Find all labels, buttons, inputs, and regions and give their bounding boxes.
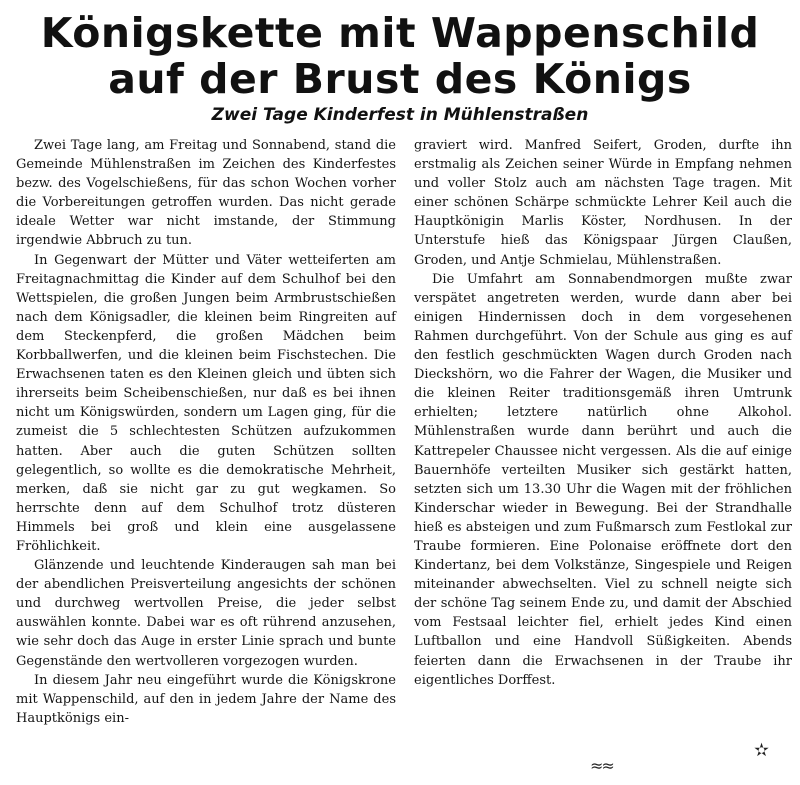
headline	[0, 10, 800, 102]
left-column	[16, 136, 396, 728]
headline-line-1: Königskette mit Wappenschild	[40, 9, 760, 57]
paragraph: Zwei Tage lang, am Freitag und Sonnabend, stand die Gemeinde Mühlenstraßen im Zeichen des Kinderfestes bezw. des Vogelschießens, für das schon Wochen vorher die Vorbereitungen getroffen wurden. Das nicht gerade ideale Wetter war nicht imstande, der Stimmung irgendwie Abbruch zu tun.	[16, 138, 396, 249]
star-icon: ✫	[754, 740, 770, 761]
paragraph: In Gegenwart der Mütter und Väter wetteiferten am Freitagnachmittag die Kinder auf dem Schulhof bei den Wettspielen, die großen Jungen beim Armbrustschießen nach dem Königsadler, die kleinen beim Ringreiten auf dem Steckenpferd, die großen Mädchen beim Korbballwerfen, und die kleinen beim Fischstechen. Die Erwachsenen taten es den Kleinen gleich und übten sich ihrerseits beim Scheibenschießen, nur daß es bei ihnen nicht um Königswürden, sondern um Lagen ging, für die zumeist die 5 schlechtesten Schützen aufzukommen hatten. Aber auch die guten Schützen sollten gelegentlich, so wollte es die demokratische Mehrheit, merken, daß sie nicht gar zu gut wegkamen. So herrschte denn auf dem Schulhof trotz düsteren Himmels bei groß und klein eine ausgelassene Fröhlichkeit.	[16, 252, 396, 554]
headline-line-2: auf der Brust des Königs	[108, 55, 692, 103]
paragraph: Glänzende und leuchtende Kinderaugen sah man bei der abendlichen Preisverteilung angesichts der schönen und durchweg wertvollen Preise, die jeder selbst auswählen konnte. Dabei war es oft rührend anzusehen, wie sehr doch das Auge in erster Linie sprach und bunte Gegenstände den wertvolleren vorgezogen wurden.	[16, 558, 396, 669]
paragraph: Die Umfahrt am Sonnabendmorgen mußte zwar verspätet angetreten werden, wurde dann aber bei einigen Hindernissen doch in dem vorgesehenen Rahmen durchgeführt. Von der Schule aus ging es auf den festlich geschmückten Wagen durch Groden nach Dieckshörn, wo die Fahrer der Wagen, die Musiker und die kleinen Reiter traditionsgemäß ihren Umtrunk erhielten; letztere natürlich ohne Alkohol. Mühlenstraßen wurde dann berührt und auch die Kattrepeler Chaussee nicht vergessen. Als die auf einige Bauernhöfe verteilten Musiker sich gestärkt hatten, setzten sich um 13.30 Uhr die Wagen mit der fröhlichen Kinderschar wieder in Bewegung. Bei der Strandhalle hieß es absteigen und zum Fußmarsch zum Festlokal zur Traube formieren. Eine Polonaise eröffnete dort den Kindertanz, bei dem Volkstänze, Singespiele und Reigen miteinander abwechselten. Viel zu schnell neigte sich der schöne Tag seinem Ende zu, und damit der Abschied vom Festsaal leichter fiel, erhielt jedes Kind einen Luftballon und eine Handvoll Süßigkeiten. Abends feierten dann die Erwachsenen in der Traube ihr eigentliches Dorffest.	[414, 271, 792, 688]
subtitle: Zwei Tage Kinderfest in Mühlenstraßen	[211, 105, 589, 125]
right-column	[414, 136, 792, 690]
paragraph: graviert wird. Manfred Seifert, Groden, durfte ihn erstmalig als Zeichen seiner Würde in Empfang nehmen und voller Stolz auch am nächsten Tage tragen. Mit einer schönen Schärpe schmückte Lehrer Keil auch die Hauptkönigin Marlis Köster, Nordhusen. In der Unterstufe hieß das Königspaar Jürgen Claußen, Groden, und Antje Schmielau, Mühlenstraßen.	[414, 138, 792, 268]
wave-ornament-icon: ≈≈	[590, 756, 613, 775]
paragraph: In diesem Jahr neu eingeführt wurde die Königskrone mit Wappenschild, auf den in jedem Jahre der Name des Hauptkönigs ein-	[16, 672, 396, 726]
